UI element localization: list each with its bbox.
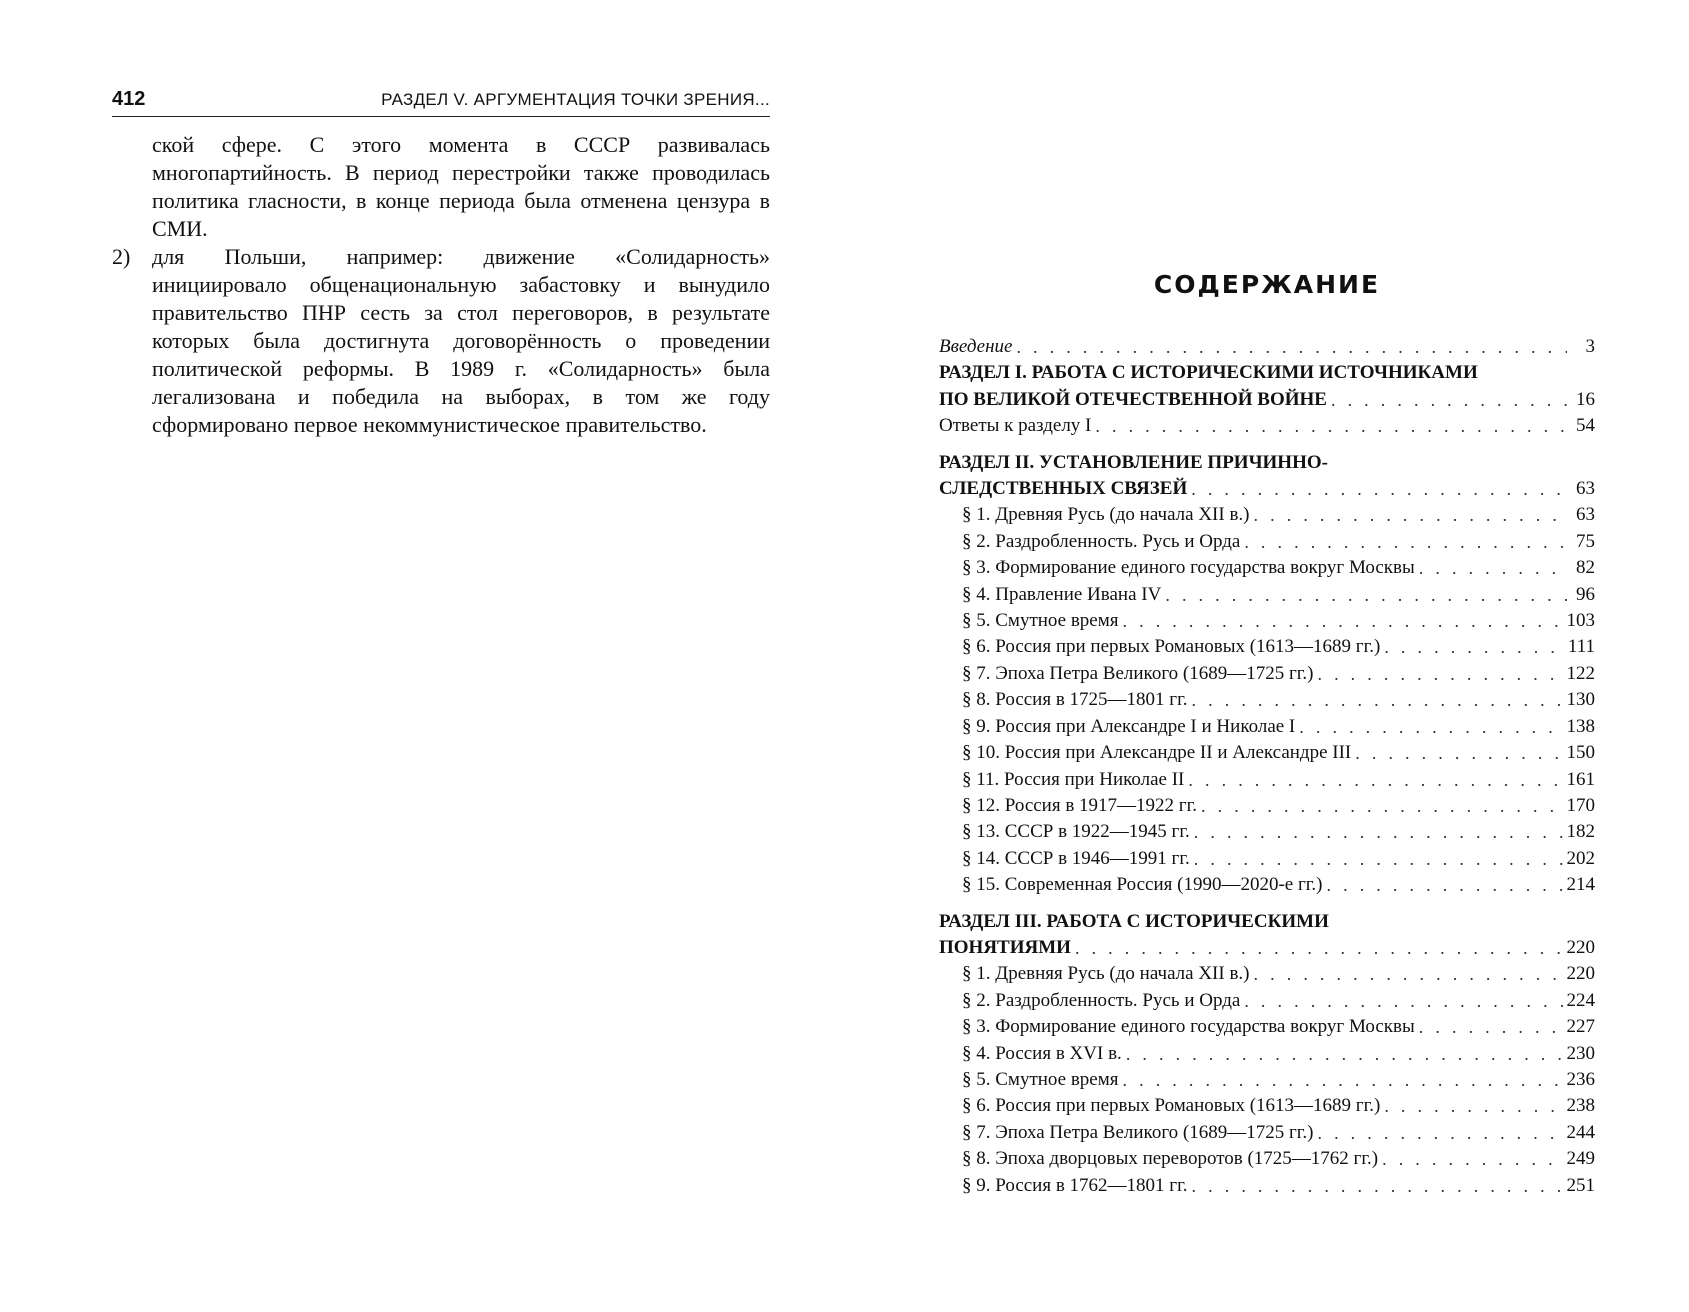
toc-section-title: СЛЕДСТВЕННЫХ СВЯЗЕЙ [939,478,1188,500]
running-header [112,88,770,117]
toc-label: Введение [939,336,1013,357]
body-text [112,131,770,439]
toc-label: § 10. Россия при Александре II и Александре III [962,742,1352,764]
toc-label: § 14. СССР в 1946—1991 гг. [962,847,1190,869]
toc-page: 111 [1567,636,1595,658]
list-item-text: для Польши, например: движение «Солидарность» инициировало общенациональную забастовку и вынудило правительство ПНР сесть за стол переговоров, в результате которых была достигнута договорённость о проведении политической реформы. В 1989 г. «Солидарность» была легализована и победила на выборах, в том же году сформировано первое некоммунистическое правительство. [152,244,770,437]
toc-leader [1123,1067,1563,1093]
toc-page: 161 [1566,768,1595,790]
toc-entry[interactable] [939,1120,1595,1146]
toc-section-2-items [939,502,1595,898]
toc-page: 227 [1566,1016,1595,1038]
toc-entry[interactable] [939,988,1595,1014]
toc-label: § 7. Эпоха Петра Великого (1689—1725 гг.) [962,1121,1314,1143]
toc-leader [1244,988,1562,1014]
toc-leader [1191,476,1567,502]
toc-section-title: ПОНЯТИЯМИ [939,936,1071,958]
toc-leader [1188,767,1562,793]
toc-label: § 9. Россия при Александре I и Николае I [962,715,1296,737]
toc-section-title: РАЗДЕЛ II. УСТАНОВЛЕНИЕ ПРИЧИННО- [939,451,1328,473]
toc-entry-intro[interactable] [939,334,1595,360]
toc-section-2-heading-cont[interactable] [939,476,1595,502]
toc-entry-answers-1[interactable] [939,413,1595,439]
continuation-paragraph: ской сфере. С этого момента в СССР развивалась многопартийность. В период перестройки также проводилась политика гласности, в конце периода была отменена цензура в СМИ. [152,132,770,241]
toc-entry[interactable] [939,872,1595,898]
page-number: 412 [112,88,146,110]
toc-entry[interactable] [939,846,1595,872]
toc-label: § 4. Правление Ивана IV [962,583,1162,605]
toc-page: 182 [1566,821,1595,843]
toc-leader [1123,608,1563,634]
toc-entry[interactable] [939,502,1595,528]
toc-page: 238 [1566,1095,1595,1117]
toc-page: 122 [1566,662,1595,684]
toc-page: 251 [1566,1174,1595,1196]
toc-label: § 8. Эпоха дворцовых переворотов (1725—1762 гг.) [962,1148,1379,1170]
toc-section-title: РАЗДЕЛ III. РАБОТА С ИСТОРИЧЕСКИМИ [939,910,1329,932]
toc-leader [1384,1093,1562,1119]
toc-entry[interactable] [939,767,1595,793]
toc-label: § 6. Россия при первых Романовых (1613—1689 гг.) [962,636,1381,658]
toc-page: 96 [1576,583,1595,605]
toc-entry[interactable] [939,1093,1595,1119]
toc-entry[interactable] [939,687,1595,713]
toc-entry[interactable] [939,961,1595,987]
toc-page: 150 [1566,742,1595,764]
toc-leader [1192,687,1563,713]
toc-leader [1384,634,1564,660]
toc-leader [1382,1146,1562,1172]
toc-entry[interactable] [939,819,1595,845]
toc-page: 244 [1566,1121,1595,1143]
toc-label: § 12. Россия в 1917—1922 гг. [962,794,1198,816]
toc-section-title: РАЗДЕЛ I. РАБОТА С ИСТОРИЧЕСКИМИ ИСТОЧНИКАМИ [939,362,1478,384]
toc-page: 170 [1566,794,1595,816]
toc-page: 220 [1566,936,1595,958]
toc-label: § 5. Смутное время [962,610,1119,632]
toc-label: § 9. Россия в 1762—1801 гг. [962,1174,1188,1196]
toc-label: § 2. Раздробленность. Русь и Орда [962,530,1241,552]
toc-leader [1419,1014,1563,1040]
toc-section-3-items [939,961,1595,1199]
right-page [845,0,1689,1312]
toc-page: 249 [1566,1148,1595,1170]
toc-gap [939,899,1595,909]
toc-label: § 11. Россия при Николае II [962,768,1185,790]
list-item-2 [112,243,770,439]
toc-label: § 1. Древняя Русь (до начала XII в.) [962,504,1250,526]
toc-gap [939,440,1595,450]
toc-leader [1254,961,1563,987]
toc-entry[interactable] [939,1041,1595,1067]
toc-label: § 5. Смутное время [962,1068,1119,1090]
toc-leader [1194,819,1563,845]
toc-entry[interactable] [939,1014,1595,1040]
table-of-contents [939,334,1595,1199]
toc-entry[interactable] [939,608,1595,634]
toc-label: § 13. СССР в 1922—1945 гг. [962,821,1190,843]
toc-entry[interactable] [939,1146,1595,1172]
left-page [0,0,844,1312]
toc-page: 63 [1576,504,1595,526]
toc-entry[interactable] [939,555,1595,581]
toc-leader [1254,502,1567,528]
toc-label: Ответы к разделу I [939,415,1092,437]
toc-leader [1194,846,1563,872]
toc-page: 236 [1566,1068,1595,1090]
toc-leader [1317,661,1562,687]
toc-label: § 8. Россия в 1725—1801 гг. [962,689,1188,711]
toc-entry[interactable] [939,529,1595,555]
toc-page: 224 [1566,989,1595,1011]
toc-page: 82 [1576,557,1595,579]
toc-page: 214 [1566,874,1595,896]
toc-leader [1126,1041,1563,1067]
toc-page: 75 [1576,530,1595,552]
toc-label: § 6. Россия при первых Романовых (1613—1689 гг.) [962,1095,1381,1117]
toc-label: § 2. Раздробленность. Русь и Орда [962,989,1241,1011]
toc-label: § 3. Формирование единого государства вокруг Москвы [962,557,1415,579]
toc-entry[interactable] [939,714,1595,740]
toc-entry[interactable] [939,793,1595,819]
toc-section-1-heading[interactable] [939,360,1595,386]
toc-leader [1355,740,1562,766]
toc-leader [1201,793,1562,819]
toc-label: § 15. Современная Россия (1990—2020-е гг.) [962,874,1323,896]
toc-entry[interactable] [939,1173,1595,1199]
toc-leader [1016,334,1567,360]
toc-entry[interactable] [939,1067,1595,1093]
toc-page: 103 [1566,610,1595,632]
toc-entry[interactable] [939,740,1595,766]
toc-entry[interactable] [939,582,1595,608]
toc-leader [1327,872,1563,898]
toc-page: 3 [1585,336,1595,357]
contents-title: СОДЕРЖАНИЕ [1153,270,1381,299]
toc-section-2-heading[interactable] [939,450,1595,476]
toc-leader [1299,714,1562,740]
toc-leader [1165,582,1567,608]
toc-leader [1095,413,1567,439]
toc-page: 202 [1566,847,1595,869]
toc-page: 130 [1566,689,1595,711]
toc-leader [1317,1120,1562,1146]
toc-entry[interactable] [939,661,1595,687]
toc-leader [1331,387,1567,413]
toc-leader [1244,529,1567,555]
toc-label: § 7. Эпоха Петра Великого (1689—1725 гг.) [962,662,1314,684]
toc-page: 230 [1566,1042,1595,1064]
toc-section-1-heading-cont[interactable] [939,387,1595,413]
toc-entry[interactable] [939,634,1595,660]
toc-label: § 4. Россия в XVI в. [962,1042,1122,1064]
toc-page: 138 [1566,715,1595,737]
toc-page: 54 [1576,415,1595,437]
toc-label: § 3. Формирование единого государства вокруг Москвы [962,1016,1415,1038]
list-item-number: 2) [112,244,131,269]
toc-leader [1075,935,1563,961]
running-title: РАЗДЕЛ V. АРГУМЕНТАЦИЯ ТОЧКИ ЗРЕНИЯ... [381,90,770,109]
toc-page: 220 [1566,963,1595,985]
toc-leader [1192,1173,1563,1199]
toc-label: § 1. Древняя Русь (до начала XII в.) [962,963,1250,985]
toc-page: 16 [1576,388,1595,410]
toc-page: 63 [1576,478,1595,500]
toc-section-title: ПО ВЕЛИКОЙ ОТЕЧЕСТВЕННОЙ ВОЙНЕ [939,388,1327,410]
toc-section-3-heading[interactable] [939,909,1595,935]
toc-leader [1419,555,1567,581]
toc-section-3-heading-cont[interactable] [939,935,1595,961]
